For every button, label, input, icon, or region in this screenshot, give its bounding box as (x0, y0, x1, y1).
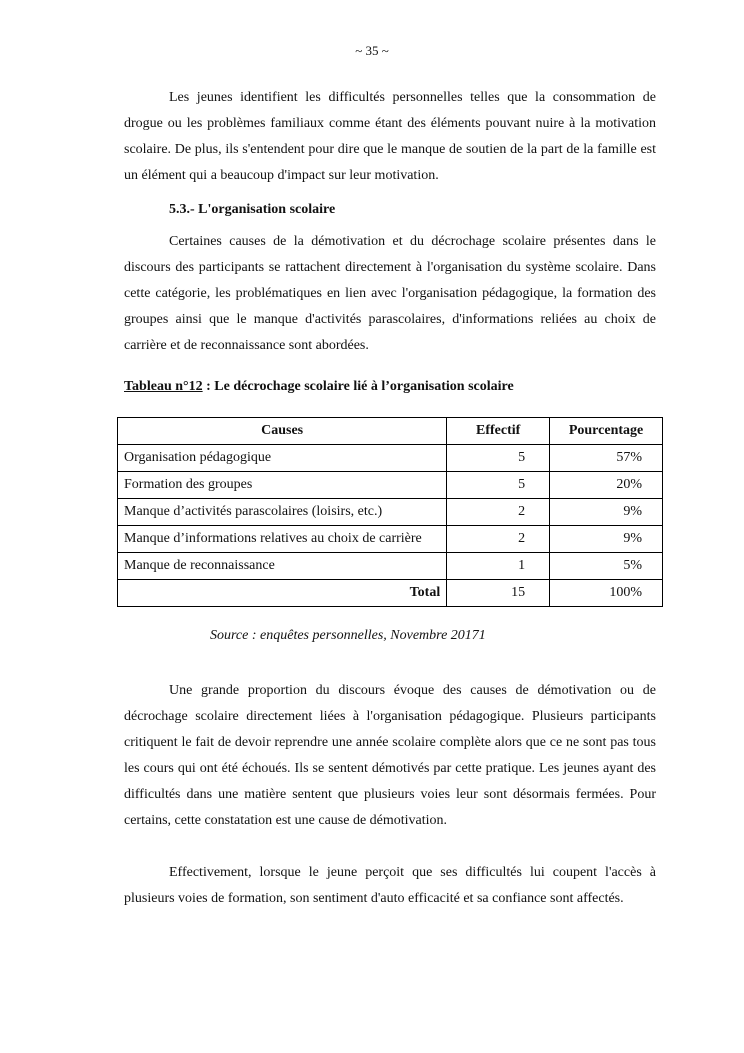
paragraph-3: Une grande proportion du discours évoque des causes de démotivation ou de décrochage scolaire directement liées à l'organisation pédagogique. Plusieurs participants critiquent le fait de devoir reprendre une année scolaire complète alors que ce ne sont pas tous les cours qui ont été échoués. Ils se sentent démotivés par cette pratique. Les jeunes ayant des difficultés dans une matière sentent que plusieurs voies leur sont désormais fermées. Pour certains, cette constatation est une cause de démotivation. (124, 683, 656, 828)
section-heading: 5.3.- L'organisation scolaire (169, 202, 336, 217)
table-header-row (118, 418, 663, 445)
header-pourcentage: Pourcentage (550, 418, 663, 445)
header-effectif: Effectif (447, 418, 550, 445)
table-total-row (118, 580, 663, 607)
table-row (118, 472, 663, 499)
paragraph-2: Certaines causes de la démotivation et du décrochage scolaire présentes dans le discours des participants se rattachent directement à l'organisation du système scolaire. Dans cette catégorie, les problématiques en lien avec l'organisation pédagogique, la formation des groupes ainsi que le manque d'activités parascolaires, d'informations reliées au choix de carrière et de reconnaissance sont abordées. (124, 234, 656, 353)
cell-cause: Organisation pédagogique (118, 445, 447, 472)
total-label: Total (118, 580, 447, 607)
cell-pourcentage: 5% (550, 553, 663, 580)
cell-cause: Manque d’informations relatives au choix de carrière (118, 526, 447, 553)
table-row (118, 499, 663, 526)
cell-effectif: 1 (447, 553, 550, 580)
cell-effectif: 5 (447, 472, 550, 499)
header-causes: Causes (118, 418, 447, 445)
table-caption-text: : Le décrochage scolaire lié à l’organisation scolaire (202, 379, 514, 394)
cell-pourcentage: 9% (550, 499, 663, 526)
table-row (118, 445, 663, 472)
table-row (118, 553, 663, 580)
paragraph-4: Effectivement, lorsque le jeune perçoit que ses difficultés lui coupent l'accès à plusieurs voies de formation, son sentiment d'auto efficacité et sa confiance sont affectés. (124, 865, 656, 906)
cell-effectif: 5 (447, 445, 550, 472)
cell-pourcentage: 20% (550, 472, 663, 499)
page-number: ~ 35 ~ (355, 43, 389, 58)
paragraph-1: Les jeunes identifient les difficultés personnelles telles que la consommation de drogue ou les problèmes familiaux comme étant des éléments pouvant nuire à la motivation scolaire. De plus, ils s'entendent pour dire que le manque de soutien de la part de la famille est un élément qui a beaucoup d'impact sur leur motivation. (124, 90, 656, 183)
cell-effectif: 2 (447, 526, 550, 553)
total-effectif: 15 (447, 580, 550, 607)
cell-effectif: 2 (447, 499, 550, 526)
cell-pourcentage: 9% (550, 526, 663, 553)
cell-cause: Formation des groupes (118, 472, 447, 499)
table-caption-label: Tableau n°12 (124, 379, 203, 394)
cell-cause: Manque de reconnaissance (118, 553, 447, 580)
total-pourcentage: 100% (550, 580, 663, 607)
cell-pourcentage: 57% (550, 445, 663, 472)
cell-cause: Manque d’activités parascolaires (loisirs, etc.) (118, 499, 447, 526)
causes-table (117, 417, 663, 607)
table-caption (124, 374, 514, 400)
table-source: Source : enquêtes personnelles, Novembre 20171 (210, 628, 486, 643)
table-row (118, 526, 663, 553)
